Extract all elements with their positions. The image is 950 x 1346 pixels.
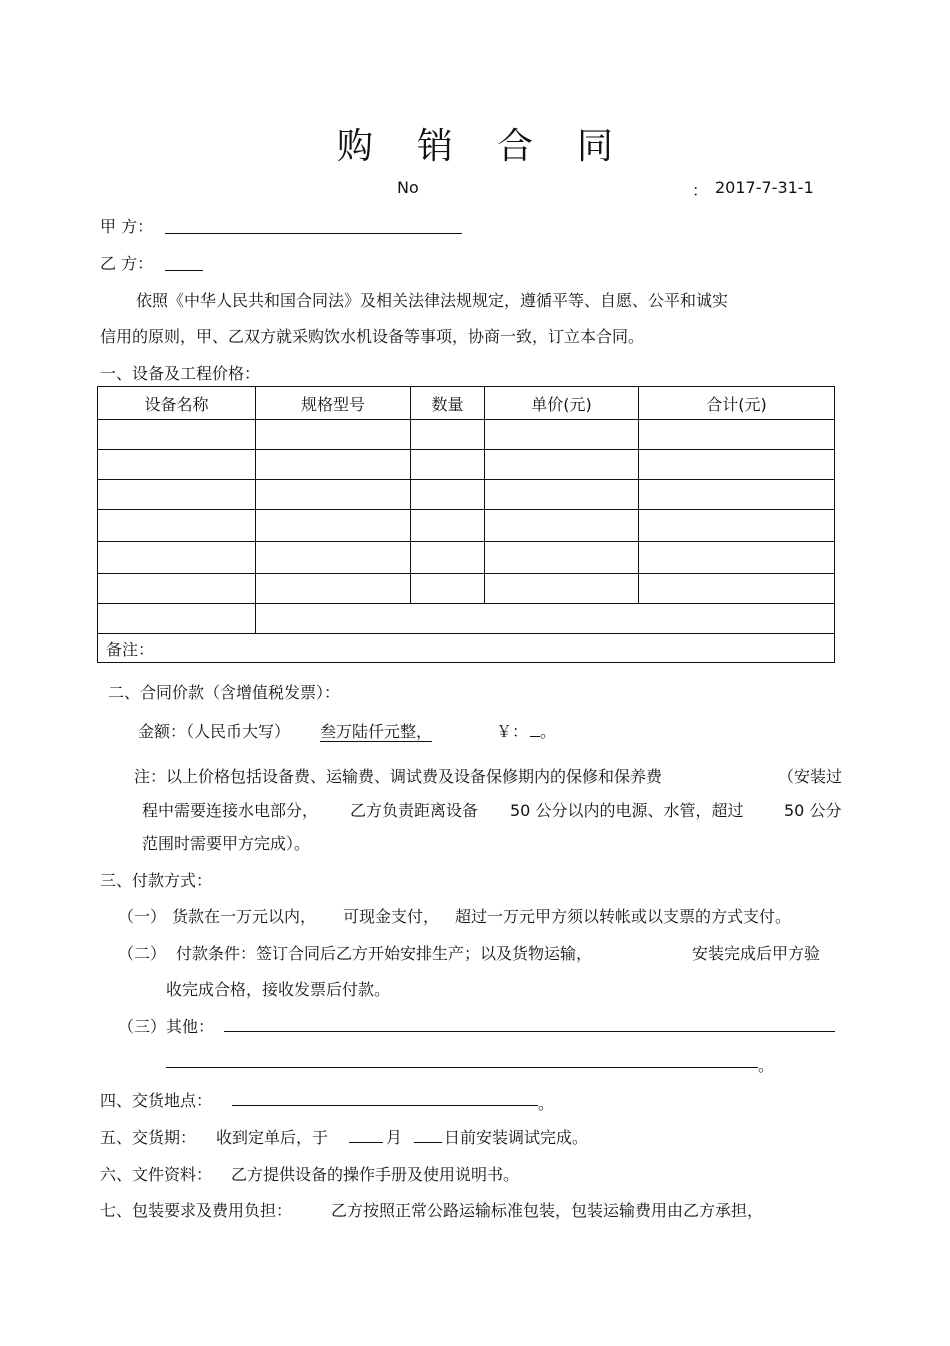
note-line-3: 范围时需要甲方完成）。 (142, 834, 311, 853)
table-cell[interactable] (256, 450, 411, 480)
payment-item-2-num: （二） (118, 944, 167, 963)
payment-item-1-num: （一） (118, 907, 167, 926)
col-header-unit-price: 单价(元) (485, 387, 639, 420)
table-cell[interactable] (98, 542, 256, 574)
day-field[interactable] (414, 1125, 442, 1143)
table-cell[interactable] (256, 542, 411, 574)
section-5-heading: 五、交货期： (100, 1128, 197, 1147)
section-4-heading: 四、交货地点： (100, 1091, 213, 1110)
other-field-line-2[interactable] (166, 1050, 758, 1068)
payment-item-1-text: 货款在一万元以内， (172, 907, 317, 926)
intro-line-1: 依照《中华人民共和国合同法》及相关法律法规规定，遵循平等、自愿、公平和诚实 (136, 291, 729, 310)
section-3-heading: 三、付款方式： (100, 871, 213, 890)
month-label: 月 (386, 1128, 403, 1147)
table-cell[interactable] (98, 450, 256, 480)
document-title (0, 118, 950, 169)
table-row (98, 574, 835, 604)
table-cell[interactable] (485, 542, 639, 574)
section-6-text: 乙方提供设备的操作手册及使用说明书。 (231, 1165, 520, 1184)
table-row (98, 420, 835, 450)
table-header-row (98, 387, 835, 420)
note-line-2d: 50 公分 (784, 801, 842, 820)
table-row (98, 510, 835, 542)
party-b-label: 乙 方： (100, 254, 154, 273)
yen-field[interactable] (530, 719, 540, 737)
table-total-row (98, 604, 835, 634)
table-row (98, 480, 835, 510)
party-b-field[interactable] (165, 251, 203, 271)
table-cell[interactable] (411, 542, 485, 574)
delivery-location-end: 。 (538, 1094, 555, 1113)
payment-item-1-text2: 可现金支付， (343, 907, 440, 926)
table-cell[interactable] (639, 480, 835, 510)
contract-no-value: 2017-7-31-1 (715, 178, 814, 197)
table-cell[interactable] (411, 480, 485, 510)
amount-value: 叁万陆仟元整， (320, 722, 433, 741)
table-cell[interactable] (639, 510, 835, 542)
table-cell[interactable] (256, 420, 411, 450)
table-cell[interactable] (639, 450, 835, 480)
party-a-label: 甲 方： (100, 217, 154, 236)
payment-item-3-label: （三）其他： (118, 1017, 215, 1036)
remark-cell[interactable] (98, 634, 835, 663)
table-cell[interactable] (98, 574, 256, 604)
col-header-total: 合计(元) (639, 387, 835, 420)
equipment-table (97, 386, 835, 663)
table-row (98, 450, 835, 480)
note-line-2b: 乙方负责距离设备 (350, 801, 479, 820)
section-6-heading: 六、文件资料： (100, 1165, 213, 1184)
table-cell[interactable] (485, 450, 639, 480)
col-header-model: 规格型号 (256, 387, 411, 420)
contract-no-colon: ： (692, 181, 709, 200)
section-7-text: 乙方按照正常公路运输标准包装，包装运输费用由乙方承担， (331, 1201, 764, 1220)
remark-label: 备注： (106, 639, 155, 659)
table-cell[interactable] (639, 542, 835, 574)
other-end: 。 (758, 1056, 775, 1075)
note-line-1b: （安装过 (778, 767, 843, 786)
note-line-1: 注：以上价格包括设备费、运输费、调试费及设备保修期内的保修和保养费 (134, 767, 663, 786)
title-char-1: 购 (336, 126, 373, 167)
yen-label: ￥： (496, 722, 529, 741)
title-char-2: 销 (416, 126, 453, 167)
section-1-heading: 一、设备及工程价格： (100, 364, 261, 383)
month-field[interactable] (349, 1125, 383, 1143)
table-cell[interactable] (411, 450, 485, 480)
payment-item-2-text: 付款条件：签订合同后乙方开始安排生产；以及货物运输， (176, 944, 593, 963)
table-cell[interactable] (411, 510, 485, 542)
table-cell[interactable] (98, 604, 256, 634)
table-cell[interactable] (256, 574, 411, 604)
table-cell[interactable] (256, 480, 411, 510)
table-cell[interactable] (98, 510, 256, 542)
delivery-location-field[interactable] (232, 1088, 538, 1106)
amount-label: 金额：（人民币大写） (138, 722, 291, 741)
delivery-period-text-1: 收到定单后，于 (216, 1128, 329, 1147)
payment-item-1-text3: 超过一万元甲方须以转帐或以支票的方式支付。 (455, 907, 792, 926)
col-header-name: 设备名称 (98, 387, 256, 420)
table-cell[interactable] (256, 510, 411, 542)
table-cell[interactable] (98, 420, 256, 450)
table-cell[interactable] (411, 574, 485, 604)
delivery-period-text-2: 日前安装调试完成。 (444, 1128, 589, 1147)
party-a-field[interactable] (165, 214, 462, 234)
contract-no-label: No (397, 178, 419, 197)
title-char-4: 同 (577, 126, 614, 167)
table-cell[interactable] (98, 480, 256, 510)
table-cell[interactable] (485, 420, 639, 450)
yen-end: 。 (540, 722, 557, 741)
other-field-line-1[interactable] (224, 1014, 835, 1032)
payment-item-2-line2: 收完成合格，接收发票后付款。 (166, 980, 391, 999)
note-line-2a: 程中需要连接水电部分， (142, 801, 319, 820)
table-cell[interactable] (639, 574, 835, 604)
table-cell[interactable] (411, 420, 485, 450)
intro-line-2: 信用的原则，甲、乙双方就采购饮水机设备等事项，协商一致，订立本合同。 (100, 327, 645, 346)
table-cell-merged[interactable] (256, 604, 835, 634)
payment-item-2-text2: 安装完成后甲方验 (692, 944, 821, 963)
table-cell[interactable] (485, 480, 639, 510)
col-header-qty: 数量 (411, 387, 485, 420)
table-remark-row (98, 634, 835, 663)
table-cell[interactable] (485, 510, 639, 542)
table-row (98, 542, 835, 574)
title-char-3: 合 (497, 126, 534, 167)
section-7-heading: 七、包装要求及费用负担： (100, 1201, 293, 1220)
table-cell[interactable] (485, 574, 639, 604)
section-2-heading: 二、合同价款（含增值税发票）： (108, 683, 341, 702)
note-line-2c: 50 公分以内的电源、水管，超过 (510, 801, 744, 820)
table-cell[interactable] (639, 420, 835, 450)
